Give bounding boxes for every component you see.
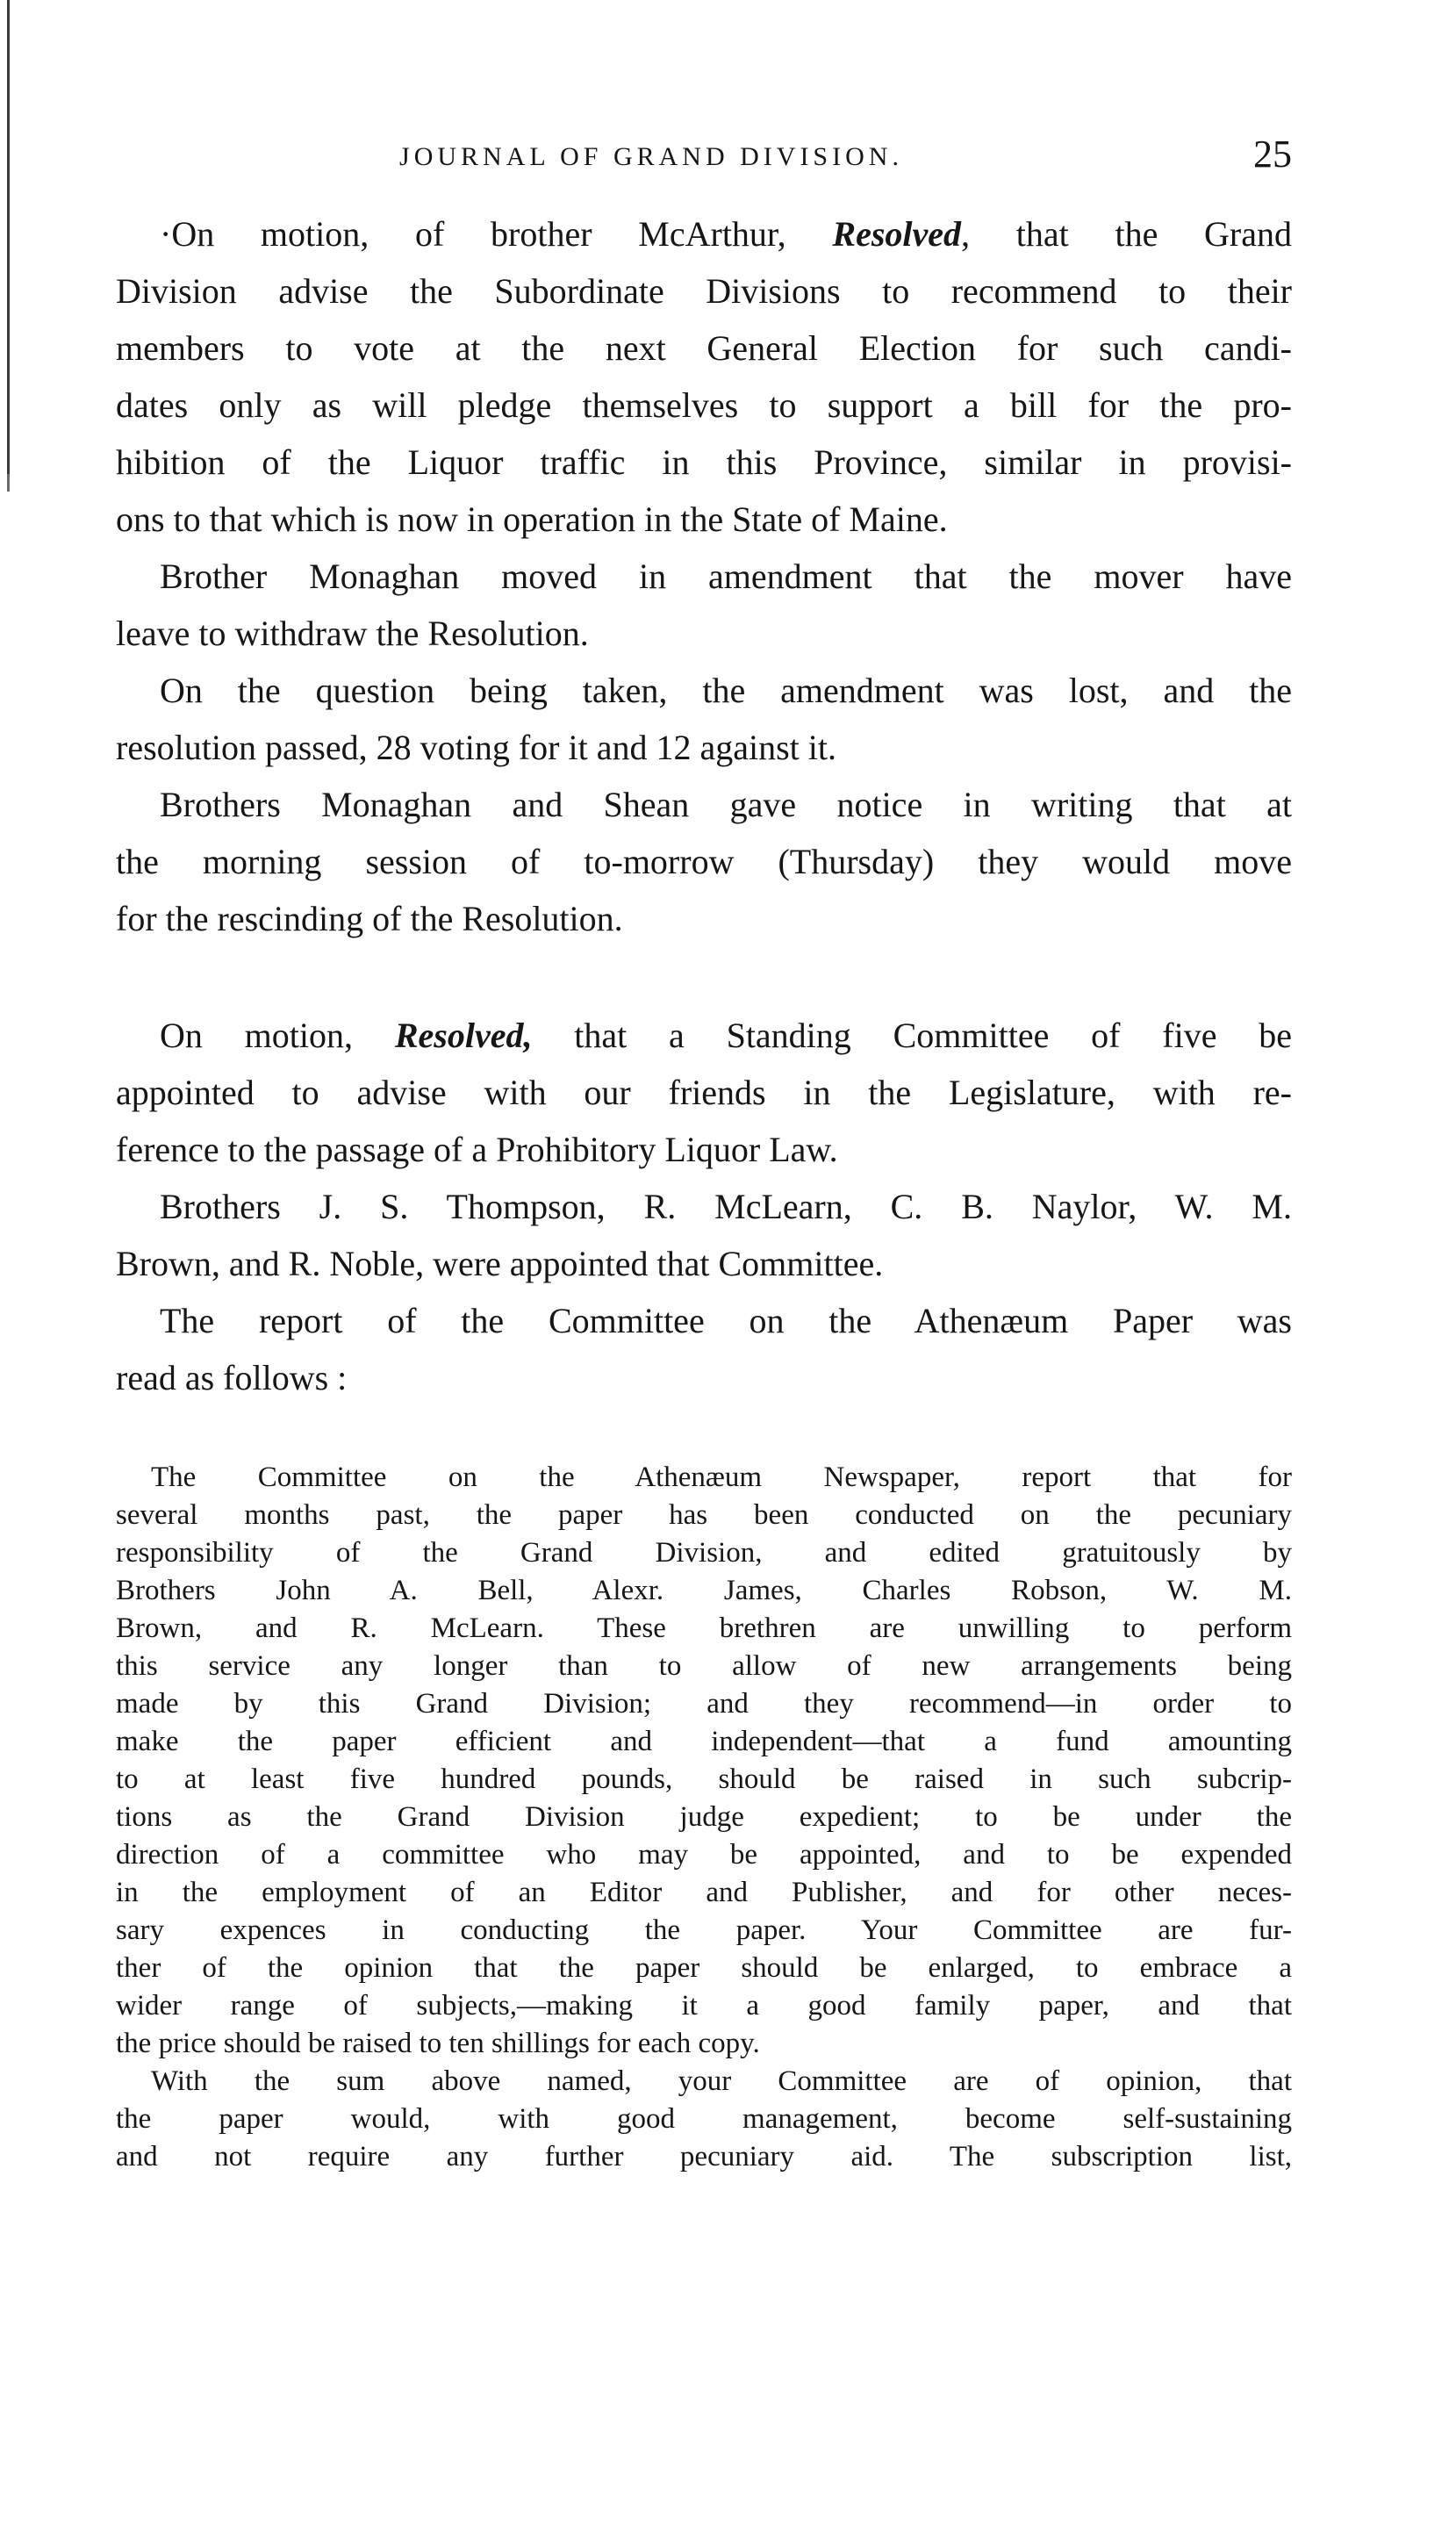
running-head [116,132,1292,188]
section-gap [116,947,1292,1007]
text-line: ons to that which is now in operation in the State of Maine. [116,499,948,539]
report-line: Brothers John A. Bell, Alexr. James, Charles Robson, W. M. [116,1575,1292,1606]
text-line: leave to withdraw the Resolution. [116,614,589,653]
text-line: resolution passed, 28 voting for it and 12 against it. [116,728,836,767]
report-line: wider range of subjects,—making it a good family paper, and that [116,1990,1292,2022]
text-line: dates only as will pledge themselves to support a bill for the pro- [116,385,1292,425]
report-paragraph-1 [116,1459,1292,2063]
text-line: members to vote at the next General Election for such candi- [116,328,1292,368]
text-line: Division advise the Subordinate Divisions to recommend to their [116,271,1292,311]
text-line: On motion, Resolved, that a Standing Committee of five be [160,1016,1292,1055]
report-line: The Committee on the Athenæum Newspaper, report that for [151,1462,1292,1493]
report-line: the price should be raised to ten shillings for each copy. [116,2028,760,2059]
text-line: On the question being taken, the amendment was lost, and the [160,671,1292,710]
text-line: hibition of the Liquor traffic in this Province, similar in provisi- [116,442,1292,482]
text-line: Brothers J. S. Thompson, R. McLearn, C. B. Naylor, W. M. [160,1187,1292,1226]
text-line: ·On motion, of brother McArthur, Resolved, that the Grand [160,214,1293,254]
page-number: 25 [1253,133,1292,176]
report-line: With the sum above named, your Committee are of opinion, that [151,2065,1292,2097]
text-line: appointed to advise with our friends in the Legislature, with re- [116,1073,1292,1112]
report-line: tions as the Grand Division judge expedient; to be under the [116,1801,1292,1833]
page-edge-rule [7,0,10,474]
report-line: the paper would, with good management, become self-sustaining [116,2103,1292,2135]
running-title: JOURNAL OF GRAND DIVISION. [399,142,903,171]
paragraph-question-taken [116,662,1292,776]
text-line: the morning session of to-morrow (Thursday) they would move [116,842,1292,881]
page-edge-rule-dash [7,474,10,492]
book-page [116,132,1292,2176]
report-line: this service any longer than to allow of new arrangements being [116,1650,1292,1682]
report-line: several months past, the paper has been conducted on the pecuniary [116,1499,1292,1531]
resolved-emphasis: Resolved, [394,1016,533,1055]
paragraph-committee-members [116,1178,1292,1292]
resolved-emphasis: Resolved [832,214,962,254]
report-paragraph-2 [116,2063,1292,2176]
paragraph-notice-rescinding [116,776,1292,947]
report-line: responsibility of the Grand Division, and edited gratuitously by [116,1537,1292,1569]
report-line: and not require any further pecuniary aid. The subscription list, [116,2141,1292,2172]
report-line: make the paper efficient and independent—that a fund amounting [116,1726,1292,1757]
text-line: Brother Monaghan moved in amendment that the mover have [160,557,1292,596]
text-line: ference to the passage of a Prohibitory Liquor Law. [116,1130,838,1169]
text-line: for the rescinding of the Resolution. [116,899,623,938]
paragraph-monaghan-amendment [116,548,1292,662]
text-line: read as follows : [116,1358,348,1397]
report-line: made by this Grand Division; and they recommend—in order to [116,1688,1292,1720]
report-line: sary expences in conducting the paper. Your Committee are fur- [116,1914,1292,1946]
report-line: to at least five hundred pounds, should be raised in such subcrip- [116,1763,1292,1795]
paragraph-report-intro [116,1292,1292,1406]
report-line: Brown, and R. McLearn. These brethren are unwilling to perform [116,1612,1292,1644]
report-line: in the employment of an Editor and Publisher, and for other neces- [116,1877,1292,1908]
text-line: Brown, and R. Noble, were appointed that Committee. [116,1244,884,1283]
athenaeum-report [116,1459,1292,2176]
text-line: Brothers Monaghan and Shean gave notice in writing that at [160,785,1292,824]
report-line: ther of the opinion that the paper should be enlarged, to embrace a [116,1952,1292,1984]
text-line: The report of the Committee on the Athenæum Paper was [160,1301,1292,1340]
paragraph-standing-committee [116,1007,1292,1178]
paragraph-mcarthur-motion [116,205,1292,548]
report-line: direction of a committee who may be appointed, and to be expended [116,1839,1292,1871]
